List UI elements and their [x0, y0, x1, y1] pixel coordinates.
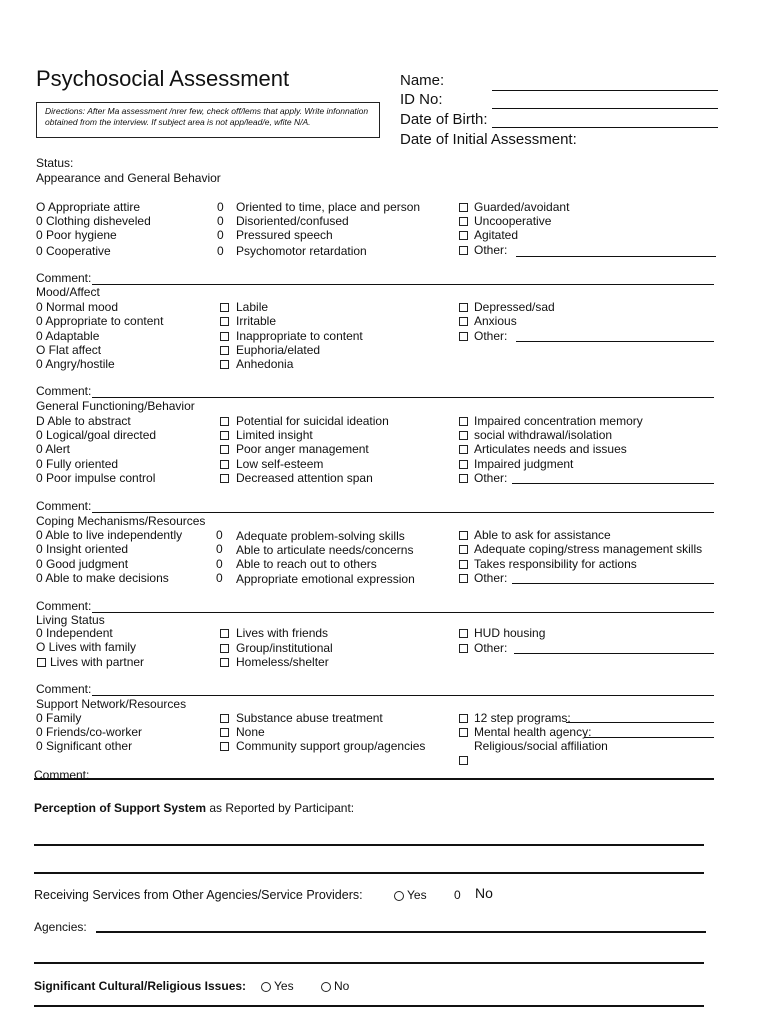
- living-item: Group/institutional: [236, 641, 333, 655]
- support-item[interactable]: 0 Friends/co-worker: [36, 725, 143, 739]
- mood-title: Mood/Affect: [36, 285, 100, 299]
- coping-item[interactable]: 0 Able to make decisions: [36, 571, 169, 585]
- coping-item: Appropriate emotional expression: [236, 572, 415, 586]
- checkbox[interactable]: [220, 332, 229, 341]
- checkbox[interactable]: [220, 445, 229, 454]
- checkbox[interactable]: [459, 246, 468, 255]
- checkbox[interactable]: [459, 445, 468, 454]
- radio-circle[interactable]: [261, 982, 271, 992]
- support-item: Religious/social affiliation: [474, 739, 608, 753]
- checkbox[interactable]: [459, 531, 468, 540]
- appearance-item: Guarded/avoidant: [474, 200, 570, 214]
- other-line[interactable]: [514, 653, 714, 654]
- support-item: Substance abuse treatment: [236, 711, 383, 725]
- checkbox[interactable]: [220, 714, 229, 723]
- checkbox[interactable]: [459, 460, 468, 469]
- receiving-yes-option[interactable]: [394, 888, 427, 902]
- fill-line[interactable]: [584, 737, 714, 738]
- checkbox[interactable]: [220, 431, 229, 440]
- comment-line[interactable]: [92, 612, 714, 613]
- living-item: HUD housing: [474, 626, 546, 640]
- living-item[interactable]: O Lives with family: [36, 640, 137, 654]
- support-item: None: [236, 725, 265, 739]
- checkbox[interactable]: [459, 317, 468, 326]
- living-title: Living Status: [36, 613, 105, 627]
- checkbox[interactable]: [459, 217, 468, 226]
- appearance-item: Disoriented/confused: [236, 214, 349, 228]
- comment-line[interactable]: [92, 512, 714, 513]
- living-item: Homeless/shelter: [236, 655, 329, 669]
- checkbox[interactable]: [459, 629, 468, 638]
- perception-label: [34, 801, 354, 815]
- mood-item[interactable]: O Flat affect: [36, 343, 102, 357]
- checkbox[interactable]: [220, 317, 229, 326]
- functioning-item: Decreased attention span: [236, 471, 373, 485]
- checkbox[interactable]: [220, 629, 229, 638]
- cultural-no-option[interactable]: [321, 979, 349, 993]
- coping-item: Takes responsibility for actions: [474, 557, 637, 571]
- cultural-no-label: No: [334, 979, 350, 993]
- checkbox[interactable]: [220, 346, 229, 355]
- radio-circle[interactable]: [394, 891, 404, 901]
- comment-label: Comment:: [36, 384, 92, 398]
- comment-line[interactable]: [92, 397, 714, 398]
- coping-item: Adequate problem-solving skills: [236, 529, 405, 543]
- checkbox[interactable]: [459, 203, 468, 212]
- checkbox[interactable]: [220, 360, 229, 369]
- other-line[interactable]: [512, 583, 714, 584]
- coping-item: Adequate coping/stress management skills: [474, 542, 703, 556]
- functioning-item[interactable]: 0 Logical/goal directed: [36, 428, 157, 442]
- checkbox[interactable]: [37, 658, 46, 667]
- appearance-item: Oriented to time, place and person: [236, 200, 421, 214]
- functioning-item: social withdrawal/isolation: [474, 428, 613, 442]
- functioning-item: Impaired concentration memory: [474, 414, 643, 428]
- functioning-item[interactable]: 0 Fully oriented: [36, 457, 119, 471]
- comment-label: Comment:: [36, 271, 92, 285]
- checkbox[interactable]: [459, 574, 468, 583]
- perception-line[interactable]: [34, 844, 704, 846]
- perception-line[interactable]: [34, 872, 704, 874]
- mood-item: Irritable: [236, 314, 277, 328]
- functioning-item[interactable]: 0 Poor impulse control: [36, 471, 156, 485]
- radio-mark[interactable]: 0: [216, 571, 223, 585]
- radio-mark[interactable]: 0: [216, 542, 223, 556]
- mood-item: Depressed/sad: [474, 300, 555, 314]
- directions-box: Directions: After Ma assessment /nrer few, check off/lems that apply. Write infonnation obtained from the interview. If subject area is not app/lead/e, wfite N/A.: [36, 102, 380, 138]
- coping-item: Other:: [474, 571, 508, 585]
- coping-item: Able to articulate needs/concerns: [236, 543, 414, 557]
- radio-mark[interactable]: 0: [217, 228, 224, 242]
- cultural-line[interactable]: [34, 1005, 704, 1007]
- appearance-item: Other:: [474, 243, 508, 257]
- agencies-label: Agencies:: [34, 920, 87, 934]
- initial-assessment-label: Date of Initial Assessment:: [400, 131, 577, 148]
- living-item[interactable]: 0 Independent: [36, 626, 113, 640]
- appearance-item: Agitated: [474, 228, 519, 242]
- appearance-item: Psychomotor retardation: [236, 244, 367, 258]
- mood-item: Anxious: [474, 314, 517, 328]
- checkbox[interactable]: [459, 644, 468, 653]
- radio-mark[interactable]: 0: [217, 214, 224, 228]
- mood-item: Euphoria/elated: [236, 343, 321, 357]
- name-label: Name:: [400, 72, 445, 89]
- checkbox[interactable]: [220, 644, 229, 653]
- functioning-item: Articulates needs and issues: [474, 442, 627, 456]
- checkbox[interactable]: [459, 332, 468, 341]
- functioning-title: General Functioning/Behavior: [36, 399, 195, 413]
- comment-label: Comment:: [36, 499, 92, 513]
- checkbox[interactable]: [220, 658, 229, 667]
- checkbox[interactable]: [459, 560, 468, 569]
- coping-title: Coping Mechanisms/Resources: [36, 514, 206, 528]
- mood-item: Anhedonia: [236, 357, 294, 371]
- status-label: Status:: [36, 156, 74, 170]
- appearance-title: Appearance and General Behavior: [36, 171, 221, 185]
- comment-label: Comment:: [34, 768, 90, 782]
- mood-item[interactable]: 0 Angry/hostile: [36, 357, 115, 371]
- comment-label: Comment:: [36, 682, 92, 696]
- comment-label: Comment:: [36, 599, 92, 613]
- appearance-item[interactable]: O Appropriate attire: [36, 200, 141, 214]
- support-item[interactable]: 0 Significant other: [36, 739, 133, 753]
- checkbox[interactable]: [459, 714, 468, 723]
- checkbox[interactable]: [459, 417, 468, 426]
- checkbox[interactable]: [459, 545, 468, 554]
- checkbox[interactable]: [220, 728, 229, 737]
- cultural-label: Significant Cultural/Religious Issues:: [34, 979, 247, 993]
- coping-item: Able to ask for assistance: [474, 528, 611, 542]
- comment-line[interactable]: [92, 695, 714, 696]
- radio-mark[interactable]: 0: [216, 528, 223, 542]
- functioning-item: Low self-esteem: [236, 457, 324, 471]
- functioning-item: Limited insight: [236, 428, 313, 442]
- support-item: Community support group/agencies: [236, 739, 426, 753]
- checkbox[interactable]: [220, 303, 229, 312]
- functioning-item[interactable]: 0 Alert: [36, 442, 71, 456]
- receiving-no-label: No: [475, 885, 493, 901]
- coping-item[interactable]: 0 Good judgment: [36, 557, 129, 571]
- checkbox[interactable]: [459, 756, 468, 765]
- checkbox[interactable]: [220, 460, 229, 469]
- other-line[interactable]: [516, 256, 716, 257]
- functioning-item: Poor anger management: [236, 442, 369, 456]
- coping-item: Able to reach out to others: [236, 557, 377, 571]
- cultural-yes-option[interactable]: [261, 979, 294, 993]
- fill-line[interactable]: [566, 722, 714, 723]
- receiving-yes-label: Yes: [407, 888, 427, 902]
- functioning-item: Other:: [474, 471, 508, 485]
- support-item: 12 step programs:: [474, 711, 571, 725]
- radio-circle[interactable]: [321, 982, 331, 992]
- support-item: Mental health agency:: [474, 725, 592, 739]
- agencies-line[interactable]: [34, 962, 704, 964]
- checkbox[interactable]: [459, 474, 468, 483]
- other-line[interactable]: [516, 341, 714, 342]
- appearance-item: Pressured speech: [236, 228, 333, 242]
- functioning-item[interactable]: D Able to abstract: [36, 414, 131, 428]
- receiving-label: Receiving Services from Other Agencies/Service Providers:: [34, 888, 363, 902]
- appearance-item[interactable]: 0 Cooperative: [36, 244, 111, 258]
- living-item: Lives with friends: [236, 626, 329, 640]
- coping-item[interactable]: 0 Able to live independently: [36, 528, 183, 542]
- checkbox[interactable]: [220, 417, 229, 426]
- radio-mark[interactable]: 0: [217, 200, 224, 214]
- support-title: Support Network/Resources: [36, 697, 187, 711]
- mood-item[interactable]: 0 Adaptable: [36, 329, 100, 343]
- mood-item: Labile: [236, 300, 269, 314]
- checkbox[interactable]: [459, 303, 468, 312]
- functioning-item: Potential for suicidal ideation: [236, 414, 389, 428]
- mood-item[interactable]: 0 Appropriate to content: [36, 314, 164, 328]
- appearance-item: Uncooperative: [474, 214, 552, 228]
- radio-mark[interactable]: 0: [216, 557, 223, 571]
- checkbox[interactable]: [459, 728, 468, 737]
- checkbox[interactable]: [220, 474, 229, 483]
- id-label: ID No:: [400, 91, 443, 108]
- mood-item: Inappropriate to content: [236, 329, 363, 343]
- radio-mark[interactable]: 0: [217, 244, 224, 258]
- other-line[interactable]: [512, 483, 714, 484]
- appearance-item[interactable]: 0 Poor hygiene: [36, 228, 117, 242]
- checkbox[interactable]: [459, 431, 468, 440]
- mood-item[interactable]: 0 Normal mood: [36, 300, 119, 314]
- perception-bold: Perception of Support System: [34, 801, 207, 815]
- living-item: Other:: [474, 641, 508, 655]
- functioning-item: Impaired judgment: [474, 457, 574, 471]
- coping-item[interactable]: 0 Insight oriented: [36, 542, 129, 556]
- dob-field[interactable]: [492, 127, 718, 128]
- support-item[interactable]: 0 Family: [36, 711, 82, 725]
- appearance-item[interactable]: 0 Clothing disheveled: [36, 214, 151, 228]
- page-title: Psychosocial Assessment: [36, 66, 290, 91]
- receiving-no-mark[interactable]: 0: [454, 888, 461, 902]
- agencies-line[interactable]: [96, 931, 706, 933]
- comment-line[interactable]: [34, 778, 714, 780]
- living-item: Lives with partner: [50, 655, 145, 669]
- checkbox[interactable]: [459, 231, 468, 240]
- perception-rest: as Reported by Participant:: [206, 801, 355, 815]
- name-field[interactable]: [492, 90, 718, 91]
- checkbox[interactable]: [220, 742, 229, 751]
- comment-line[interactable]: [92, 284, 714, 285]
- cultural-yes-label: Yes: [274, 979, 294, 993]
- dob-label: Date of Birth:: [400, 111, 488, 128]
- mood-item: Other:: [474, 329, 508, 343]
- id-field[interactable]: [492, 108, 718, 109]
